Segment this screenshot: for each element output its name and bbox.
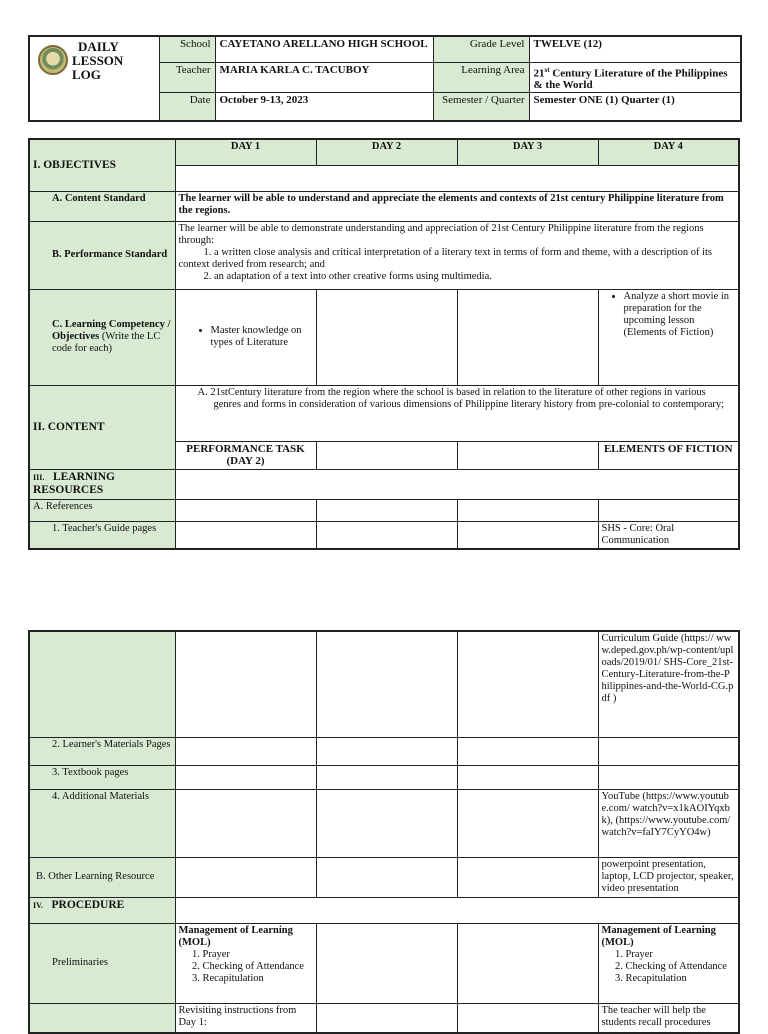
day1-competency: • Master knowledge on types of Literature: [175, 289, 316, 385]
teacher-value: MARIA KARLA C. TACUBOY: [215, 62, 433, 93]
performance-standard-label: B. Performance Standard: [29, 221, 175, 289]
area-value: 21st Century Literature of the Philippines & the World: [529, 62, 741, 93]
textbook-pages-label: 3. Textbook pages: [29, 765, 175, 789]
day1-preliminaries: Management of Learning (MOL) 1. Prayer 2. Checking of Attendance 3. Recapitulation: [175, 923, 316, 1003]
content-standard-label: A. Content Standard: [29, 191, 175, 221]
other-resource-label: B. Other Learning Resource: [29, 857, 175, 897]
teacher-label: Teacher: [159, 62, 215, 93]
content-heading: II. CONTENT: [29, 385, 175, 469]
procedure-blank: [175, 897, 739, 923]
day2-competency: [316, 289, 457, 385]
header-table: [28, 35, 742, 122]
day1-next-step: Revisiting instructions from Day 1:: [175, 1003, 316, 1033]
additional-materials-label: 4. Additional Materials: [29, 789, 175, 857]
school-label: School: [159, 36, 215, 62]
content-text: A. 21stCentury literature from the region where the school is based in relation to the literature of other regions in various genres and forms in consideration of various dimensions of Philippine literary history from pre-colonial to contemporary;: [175, 385, 739, 441]
objectives-heading: I. OBJECTIVES: [29, 139, 175, 191]
date-label: Date: [159, 93, 215, 121]
other-resource-day4: powerpoint presentation, laptop, LCD projector, speaker, video presentation: [598, 857, 739, 897]
grade-value: TWELVE (12): [529, 36, 741, 62]
curriculum-guide-day4: Curriculum Guide (https:// www.deped.gov.ph/wp-content/uploads/2019/01/ SHS-Core_21st-Century-Literature-from-the-Philippines-and-the-World-CG.pdf ): [598, 631, 739, 737]
resources-heading: III. LEARNING RESOURCES: [29, 469, 175, 499]
day4-preliminaries: Management of Learning (MOL) 1. Prayer 2. Checking of Attendance 3. Recapitulation: [598, 923, 739, 1003]
day3-competency: [457, 289, 598, 385]
day4-header: DAY 4: [598, 139, 739, 165]
preliminaries-label: Preliminaries: [29, 923, 175, 1003]
performance-standard-text: The learner will be able to demonstrate understanding and appreciation of 21st Century Philippine literature from the regions through: 1. a written close analysis and critical interpretation of a literary text in terms of form and theme, with a description of its context derived from research; and 2. an adaptation of a text into other creative forms using multimedia.: [175, 221, 739, 289]
logo-title-cell: [29, 36, 159, 121]
teachers-guide-day4: SHS - Core: Oral Communication: [598, 521, 739, 549]
area-label: Learning Area: [433, 62, 529, 93]
grade-label: Grade Level: [433, 36, 529, 62]
day2-topic: [316, 441, 457, 469]
learners-materials-label: 2. Learner's Materials Pages: [29, 737, 175, 765]
competency-label: C. Learning Competency / Objectives (Write the LC code for each): [29, 289, 175, 385]
day1-header: DAY 1: [175, 139, 316, 165]
day4-topic: ELEMENTS OF FICTION: [598, 441, 739, 469]
objectives-blank: [175, 165, 739, 191]
lesson-table-page1: [28, 138, 740, 550]
day4-competency: • Analyze a short movie in preparation for the upcoming lesson (Elements of Fiction): [598, 289, 739, 385]
procedure-heading: IV. PROCEDURE: [29, 897, 175, 923]
semester-label: Semester / Quarter: [433, 93, 529, 121]
school-value: CAYETANO ARELLANO HIGH SCHOOL: [215, 36, 433, 62]
school-seal-icon: [38, 45, 68, 75]
day4-next-step: The teacher will help the students recall procedures: [598, 1003, 739, 1033]
day1-topic: PERFORMANCE TASK (DAY 2): [175, 441, 316, 469]
day2-header: DAY 2: [316, 139, 457, 165]
lesson-table-page2: [28, 630, 740, 1034]
day3-header: DAY 3: [457, 139, 598, 165]
dll-title: DAILY LESSON LOG: [72, 39, 124, 82]
resources-blank: [175, 469, 739, 499]
semester-value: Semester ONE (1) Quarter (1): [529, 93, 741, 121]
additional-materials-day4: YouTube (https://www.youtube.com/ watch?v=x1kAOIYqxbk), (https://www.youtube.com/ watch?v=faIY7CyYO4w): [598, 789, 739, 857]
date-value: October 9-13, 2023: [215, 93, 433, 121]
teachers-guide-label: 1. Teacher's Guide pages: [29, 521, 175, 549]
references-label: A. References: [29, 499, 175, 521]
day3-topic: [457, 441, 598, 469]
content-standard-text: The learner will be able to understand and appreciate the elements and contexts of 21st century Philippine literature from the regions.: [175, 191, 739, 221]
